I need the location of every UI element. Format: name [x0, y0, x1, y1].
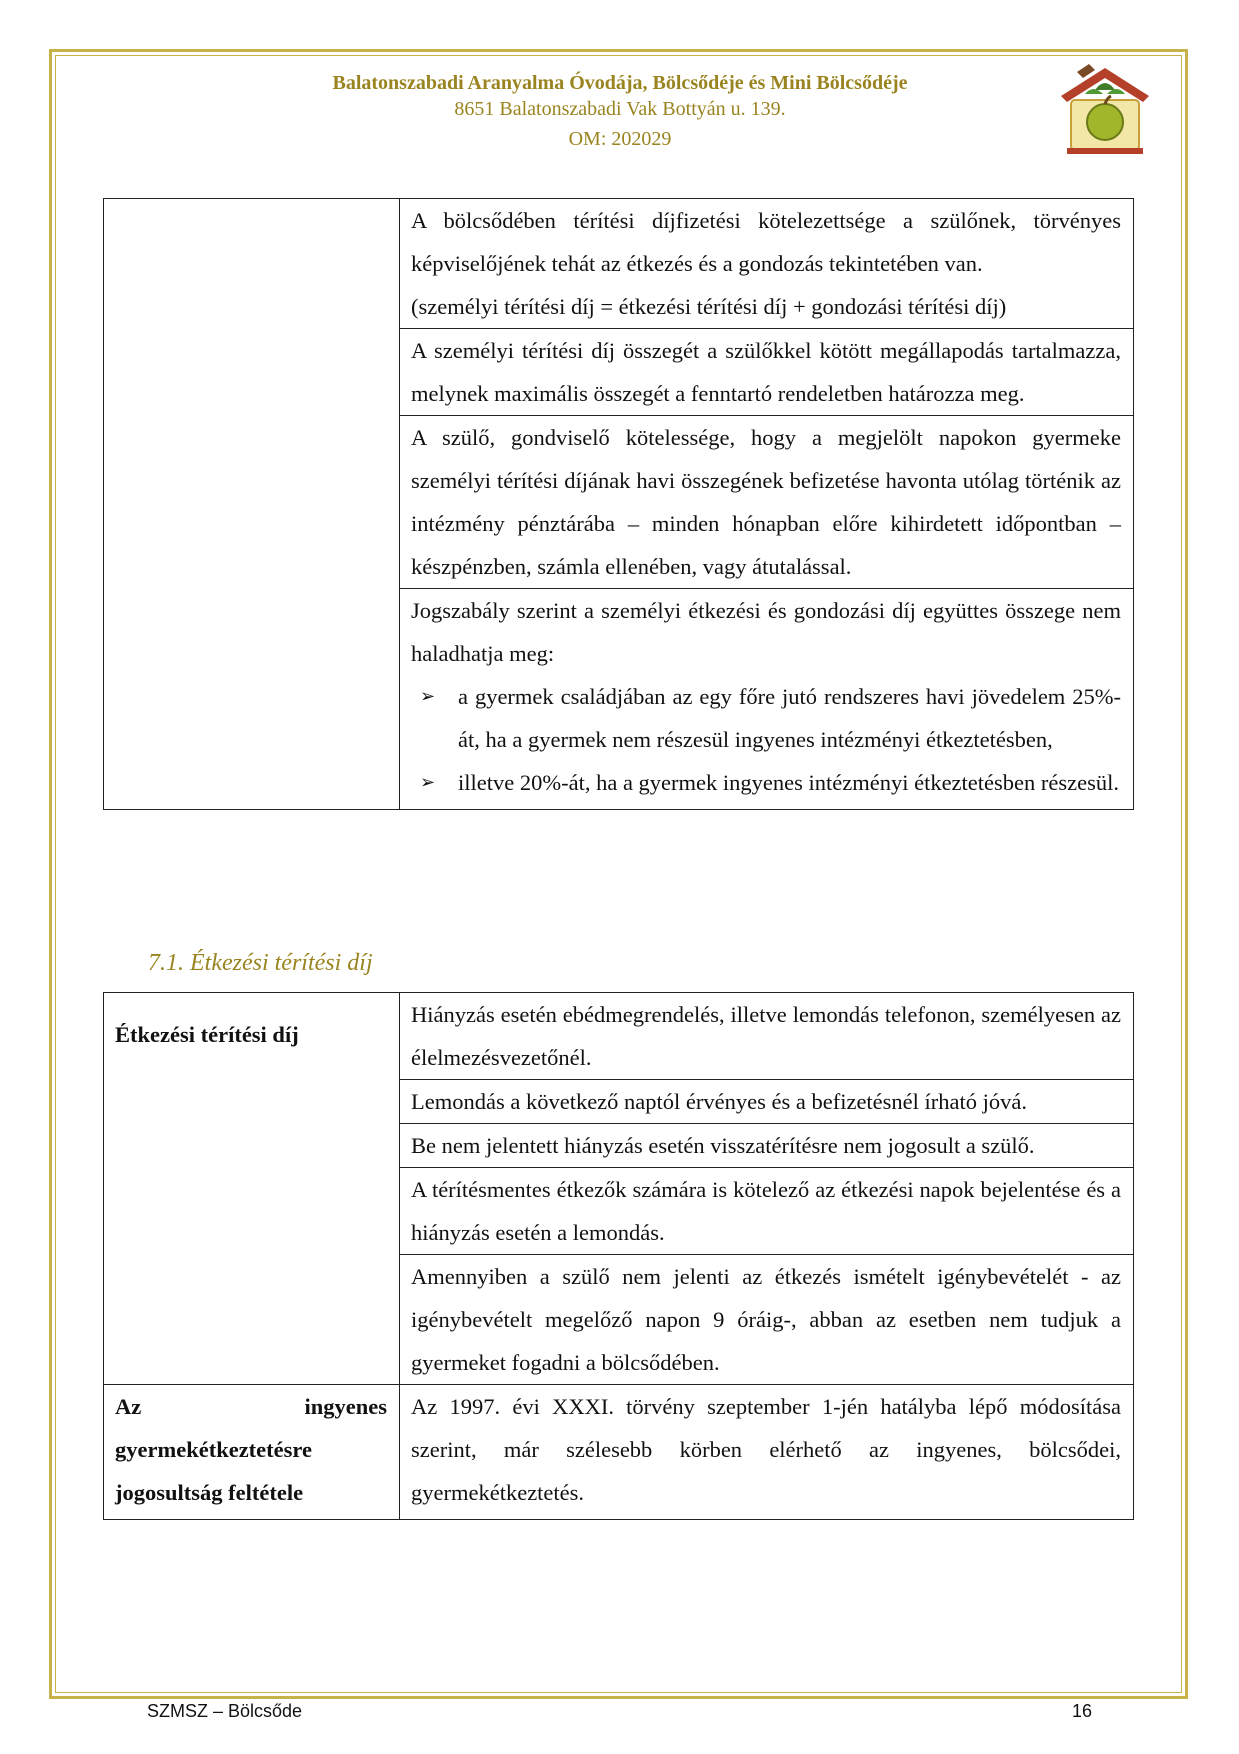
page-number: 16	[1071, 1701, 1092, 1721]
table-row: Amennyiben a szülő nem jelenti az étkezés ismételt igénybevételét - az igénybevételt megelőző napon 9 óráig-, abban az esetben nem tudjuk a gyermeket fogadni a bölcsődében.	[400, 1255, 1134, 1385]
table-row: A térítésmentes étkezők számára is kötelező az étkezési napok bejelentése és a hiányzás esetén a lemondás.	[400, 1168, 1134, 1255]
arrowhead-bullet-icon: ➢	[420, 686, 436, 706]
row-text: A bölcsődében térítési díjfizetési kötelezettsége a szülőnek, törvényes képviselőjének tehát az étkezés és a gondozás tekintetében van.	[411, 208, 1121, 276]
row-text: Jogszabály szerint a személyi étkezési és gondozási díj együttes összege nem haladhatja meg:	[411, 598, 1121, 666]
footer-document-name: SZMSZ – Bölcsőde	[147, 1701, 303, 1721]
om-number: OM: 202029	[568, 128, 672, 150]
list-item	[411, 761, 1121, 804]
kindergarten-logo-icon	[1055, 60, 1155, 160]
list-item	[411, 675, 1121, 761]
free-meal-eligibility-label: Az ingyenes gyermekétkeztetésre jogosultság feltétele	[104, 1385, 400, 1520]
meal-fee-table	[103, 992, 1134, 1520]
list-item-text: illetve 20%-át, ha a gyermek ingyenes intézményi étkeztetésben részesül.	[458, 770, 1119, 795]
section-heading: 7.1. Étkezési térítési díj	[148, 950, 373, 976]
meal-fee-label: Étkezési térítési díj	[104, 993, 400, 1385]
fee-formula: (személyi térítési díj = étkezési térítési díj + gondozási térítési díj)	[411, 294, 1007, 319]
table-row	[400, 199, 1134, 329]
page-footer	[147, 1701, 1092, 1722]
list-item-text: a gyermek családjában az egy főre jutó rendszeres havi jövedelem 25%-át, ha a gyermek nem részesül ingyenes intézményi étkeztetésben,	[458, 684, 1121, 752]
letterhead	[200, 70, 1040, 152]
table-row	[400, 589, 1134, 810]
table-row: A személyi térítési díj összegét a szülőkkel kötött megállapodás tartalmazza, melynek maximális összegét a fenntartó rendeletben határozza meg.	[400, 329, 1134, 416]
institution-name: Balatonszabadi Aranyalma Óvodája, Bölcsődéje és Mini Bölcsődéje	[332, 72, 908, 94]
table-row: Hiányzás esetén ebédmegrendelés, illetve lemondás telefonon, személyesen az élelmezésvezetőnél.	[400, 993, 1134, 1080]
institution-address: 8651 Balatonszabadi Vak Bottyán u. 139.	[454, 98, 786, 120]
arrowhead-bullet-icon: ➢	[420, 772, 436, 792]
limit-list	[411, 675, 1121, 804]
table-row: Az 1997. évi XXXI. törvény szeptember 1-jén hatályba lépő módosítása szerint, már szélesebb körben elérhető az ingyenes, bölcsődei, gyermekétkeztetés.	[400, 1385, 1134, 1520]
empty-label-cell	[104, 199, 400, 810]
fee-obligation-table	[103, 198, 1134, 810]
table-row: Lemondás a következő naptól érvényes és a befizetésnél írható jóvá.	[400, 1080, 1134, 1124]
table-row: Be nem jelentett hiányzás esetén visszatérítésre nem jogosult a szülő.	[400, 1124, 1134, 1168]
table-row: A szülő, gondviselő kötelessége, hogy a megjelölt napokon gyermeke személyi térítési díjának havi összegének befizetése havonta utólag történik az intézmény pénztárába – minden hónapban előre kihirdetett időpontban – készpénzben, számla ellenében, vagy átutalással.	[400, 416, 1134, 589]
